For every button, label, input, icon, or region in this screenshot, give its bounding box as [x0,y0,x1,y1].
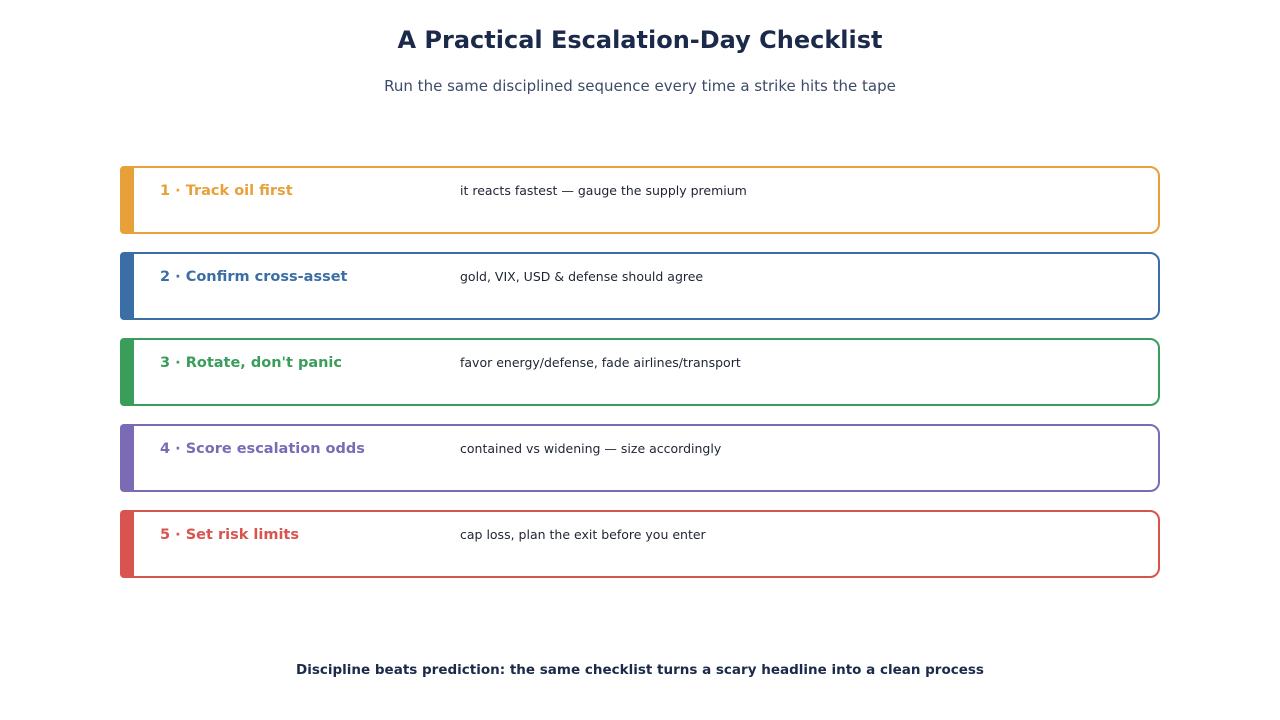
step-accent-bar [120,338,134,406]
step-description: favor energy/defense, fade airlines/transport [460,355,741,370]
checklist-step-2 [120,252,1160,320]
step-title: 5 · Set risk limits [160,527,299,543]
step-description: it reacts fastest — gauge the supply premium [460,183,747,198]
step-accent-bar [120,510,134,578]
step-accent-bar [120,166,134,234]
step-description: cap loss, plan the exit before you enter [460,527,706,542]
step-accent-bar [120,252,134,320]
step-title: 4 · Score escalation odds [160,441,365,457]
step-title: 1 · Track oil first [160,183,293,199]
checklist [120,166,1160,596]
checklist-step-5 [120,510,1160,578]
step-accent-bar [120,424,134,492]
step-title: 2 · Confirm cross-asset [160,269,348,285]
checklist-step-3 [120,338,1160,406]
page-subtitle: Run the same disciplined sequence every time a strike hits the tape [384,77,896,95]
footer-note: Discipline beats prediction: the same checklist turns a scary headline into a clean process [296,662,984,678]
step-description: contained vs widening — size accordingly [460,441,722,456]
page-title: A Practical Escalation-Day Checklist [397,26,883,54]
step-description: gold, VIX, USD & defense should agree [460,269,704,284]
step-title: 3 · Rotate, don't panic [160,355,342,371]
checklist-step-4 [120,424,1160,492]
checklist-step-1 [120,166,1160,234]
